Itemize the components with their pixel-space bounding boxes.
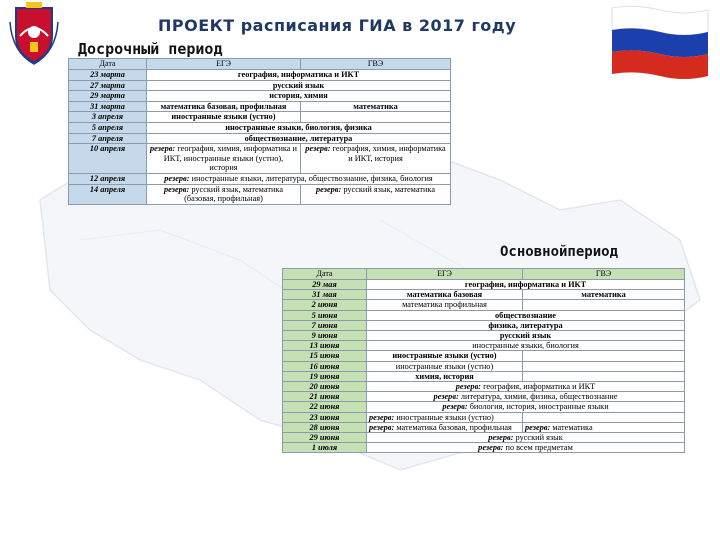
row-ege xyxy=(367,422,523,432)
header-date: Дата xyxy=(283,269,367,280)
table-row xyxy=(283,280,685,290)
row-date: 20 июня xyxy=(283,382,367,392)
row-gve xyxy=(523,412,685,422)
table-row xyxy=(69,91,451,102)
row-ege: математика профильная xyxy=(367,300,523,310)
reserve-label: резерв: xyxy=(478,443,504,453)
table-row xyxy=(283,320,685,330)
table-row xyxy=(283,331,685,341)
row-exam xyxy=(367,443,685,453)
row-gve xyxy=(523,422,685,432)
reserve-label: резерв: xyxy=(164,173,190,183)
row-exam: иностранные языки, биология xyxy=(367,341,685,351)
row-ege: математика базовая, профильная xyxy=(147,101,301,112)
row-exam xyxy=(367,402,685,412)
table-row xyxy=(69,184,451,204)
row-exam: история, химия xyxy=(147,91,451,102)
table-row xyxy=(69,173,451,184)
row-date: 5 июня xyxy=(283,310,367,320)
row-exam xyxy=(367,433,685,443)
row-date: 23 июня xyxy=(283,412,367,422)
table-row xyxy=(69,101,451,112)
row-ege-text: математика базовая, профильная xyxy=(396,422,512,432)
table-row xyxy=(69,70,451,81)
row-exam-text: биология, история, иностранные языки xyxy=(469,402,609,412)
main-period-title: Основнойпериод xyxy=(500,244,619,260)
reserve-label: резерв: xyxy=(305,144,331,154)
row-gve-text: география, химия, информатика и ИКТ, история xyxy=(332,144,446,163)
table-row xyxy=(283,382,685,392)
row-exam xyxy=(367,382,685,392)
row-date: 1 июля xyxy=(283,443,367,453)
row-date: 5 апреля xyxy=(69,122,147,133)
row-date: 29 июня xyxy=(283,433,367,443)
table-row xyxy=(283,412,685,422)
row-ege-text: русский язык, математика (базовая, профильная) xyxy=(184,184,283,204)
table-row xyxy=(69,133,451,144)
table-header-row xyxy=(69,59,451,70)
row-gve-text: русский язык, математика xyxy=(343,184,435,194)
row-date: 27 марта xyxy=(69,80,147,91)
row-date: 10 апреля xyxy=(69,144,147,174)
reserve-label: резерв: xyxy=(525,422,551,432)
header-date: Дата xyxy=(69,59,147,70)
row-exam: обществознание xyxy=(367,310,685,320)
header-gve: ГВЭ xyxy=(523,269,685,280)
table-row xyxy=(283,361,685,371)
row-exam-text: русский язык xyxy=(515,433,563,443)
reserve-label: резерв: xyxy=(315,184,342,194)
row-gve: математика xyxy=(523,290,685,300)
reserve-label: резерв: xyxy=(369,422,395,432)
early-period-title: Досрочный период xyxy=(78,40,223,58)
row-ege: иностранные языки (устно) xyxy=(367,361,523,371)
row-date: 31 марта xyxy=(69,101,147,112)
row-ege xyxy=(147,184,301,204)
row-date: 29 мая xyxy=(283,280,367,290)
table-row xyxy=(69,122,451,133)
table-row xyxy=(283,443,685,453)
row-exam-text: литература, химия, физика, обществознание xyxy=(460,392,618,402)
row-date: 23 марта xyxy=(69,70,147,81)
table-row xyxy=(283,341,685,351)
row-exam xyxy=(147,173,451,184)
row-gve xyxy=(301,184,451,204)
row-gve-text: математика xyxy=(552,422,593,432)
table-row xyxy=(283,422,685,432)
row-date: 12 апреля xyxy=(69,173,147,184)
row-date: 31 мая xyxy=(283,290,367,300)
header-ege: ЕГЭ xyxy=(367,269,523,280)
row-gve xyxy=(523,361,685,371)
row-gve xyxy=(301,112,451,123)
table-row xyxy=(283,433,685,443)
row-ege: иностранные языки (устно) xyxy=(367,351,523,361)
table-row xyxy=(283,402,685,412)
reserve-label: резерв: xyxy=(442,402,468,412)
row-exam: русский язык xyxy=(367,331,685,341)
header-gve: ГВЭ xyxy=(301,59,451,70)
row-date: 9 июня xyxy=(283,331,367,341)
reserve-label: резерв: xyxy=(488,433,514,443)
header-ege: ЕГЭ xyxy=(147,59,301,70)
row-exam-text: география, информатика и ИКТ xyxy=(483,382,596,392)
reserve-label: резерв: xyxy=(433,392,459,402)
row-exam: русский язык xyxy=(147,80,451,91)
row-date: 16 июня xyxy=(283,361,367,371)
row-date: 7 апреля xyxy=(69,133,147,144)
row-date: 29 марта xyxy=(69,91,147,102)
row-ege: иностранные языки (устно) xyxy=(147,112,301,123)
row-exam: иностранные языки, биология, физика xyxy=(147,122,451,133)
main-period-table xyxy=(282,268,685,453)
row-exam-text: иностранные языки, литература, обществознание, физика, биология xyxy=(191,173,433,183)
table-row xyxy=(283,310,685,320)
reserve-label: резерв: xyxy=(163,184,190,194)
table-header-row xyxy=(283,269,685,280)
row-ege-text: география, химия, информатика и ИКТ, иностранные языки (устно), история xyxy=(163,144,297,173)
row-gve xyxy=(523,351,685,361)
row-exam: география, информатика и ИКТ xyxy=(367,280,685,290)
reserve-label: резерв: xyxy=(455,382,482,392)
russia-flag-icon xyxy=(606,4,712,82)
row-ege-text: иностранные языки (устно) xyxy=(396,412,494,422)
row-ege: математика базовая xyxy=(367,290,523,300)
row-date: 15 июня xyxy=(283,351,367,361)
row-date: 21 июня xyxy=(283,392,367,402)
row-exam-text: по всем предметам xyxy=(505,443,573,453)
row-date: 13 июня xyxy=(283,341,367,351)
row-date: 2 июня xyxy=(283,300,367,310)
early-period-table xyxy=(68,58,451,205)
row-exam: физика, литература xyxy=(367,320,685,330)
row-date: 7 июня xyxy=(283,320,367,330)
row-ege xyxy=(367,412,523,422)
reserve-label: резерв: xyxy=(369,412,395,422)
row-date: 14 апреля xyxy=(69,184,147,204)
table-row xyxy=(283,290,685,300)
row-gve xyxy=(523,300,685,310)
row-date: 19 июня xyxy=(283,371,367,381)
table-row xyxy=(69,144,451,174)
table-row xyxy=(69,112,451,123)
row-exam: география, информатика и ИКТ xyxy=(147,70,451,81)
row-gve: математика xyxy=(301,101,451,112)
reserve-label: резерв: xyxy=(150,144,176,154)
table-row xyxy=(69,80,451,91)
row-date: 28 июня xyxy=(283,422,367,432)
table-row xyxy=(283,351,685,361)
row-date: 3 апреля xyxy=(69,112,147,123)
row-ege: химия, история xyxy=(367,371,523,381)
page-title: ПРОЕКТ расписания ГИА в 2017 году xyxy=(158,16,517,35)
crimea-coat-of-arms-icon xyxy=(8,2,60,66)
row-gve xyxy=(523,371,685,381)
table-row xyxy=(283,392,685,402)
row-exam xyxy=(367,392,685,402)
row-gve xyxy=(301,144,451,174)
table-row xyxy=(283,371,685,381)
table-row xyxy=(283,300,685,310)
row-exam: обществознание, литература xyxy=(147,133,451,144)
row-ege xyxy=(147,144,301,174)
row-date: 22 июня xyxy=(283,402,367,412)
